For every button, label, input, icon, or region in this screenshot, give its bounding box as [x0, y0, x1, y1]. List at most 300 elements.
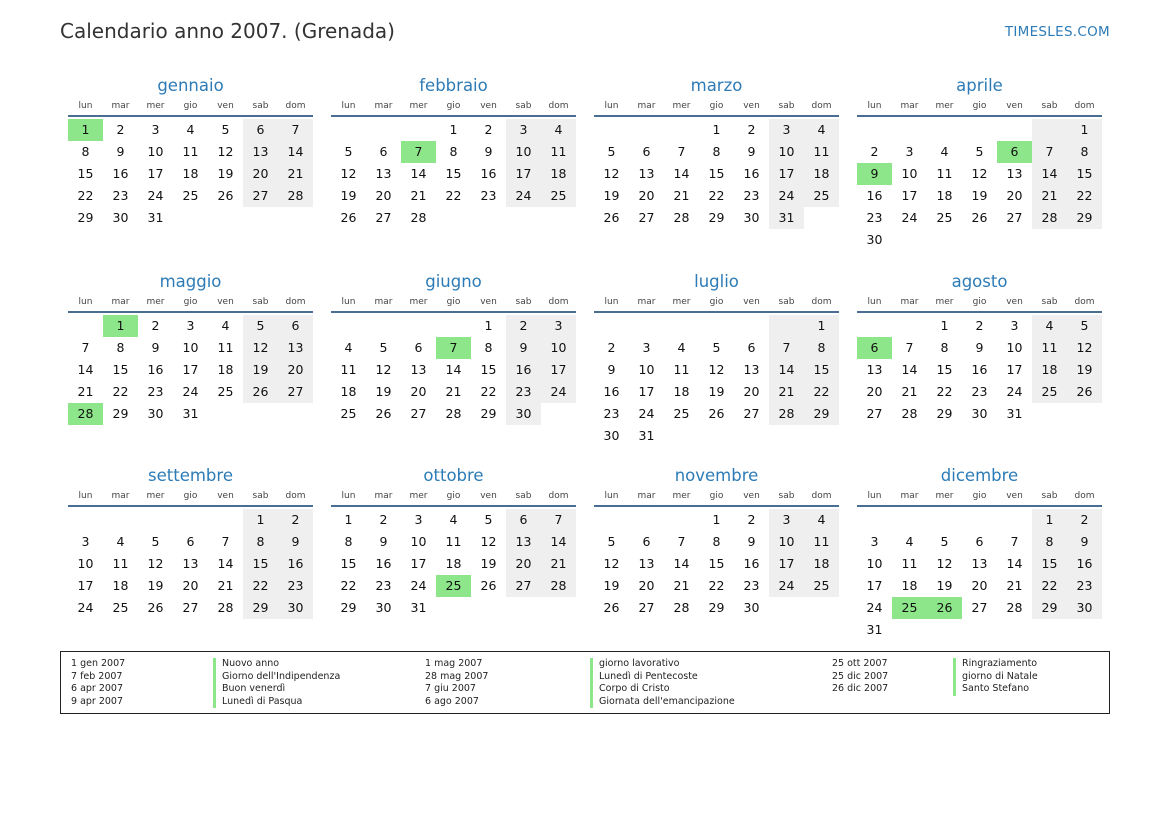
weekday-label: ven: [1006, 101, 1023, 111]
day-cell: 20: [638, 578, 655, 593]
weekday-label: sab: [1041, 297, 1058, 307]
empty-day-cell: [629, 315, 664, 337]
weekday-label: mer: [935, 491, 954, 501]
day-cell: 5: [484, 512, 493, 527]
month-calendar: [594, 466, 839, 662]
day-cell: 19: [603, 188, 620, 203]
day-cell: 9: [975, 340, 984, 355]
day-cell: 25: [217, 384, 234, 399]
day-cell: 19: [375, 384, 392, 399]
day-cell: 28: [445, 406, 462, 421]
day-cell: 27: [866, 406, 883, 421]
day-cell: 16: [866, 188, 883, 203]
day-cell: 26: [375, 406, 392, 421]
weekday-label: sab: [252, 491, 269, 501]
day-cell: 16: [112, 166, 129, 181]
holiday-legend: [60, 651, 1110, 714]
day-cell: 27: [410, 406, 427, 421]
day-cell: 21: [673, 188, 690, 203]
day-cell: 6: [186, 534, 195, 549]
day-cell: 10: [147, 144, 164, 159]
site-link[interactable]: TIMESLES.COM: [1004, 24, 1110, 40]
day-cell: 29: [243, 597, 278, 619]
day-cell: 31: [638, 428, 655, 443]
empty-day-cell: [629, 119, 664, 141]
day-cell: 30: [866, 232, 883, 247]
holiday-day-cell: 1: [103, 315, 138, 337]
day-cell: 25: [936, 210, 953, 225]
day-cell: 16: [1067, 553, 1102, 575]
day-cell: 11: [217, 340, 234, 355]
day-cell: 29: [480, 406, 497, 421]
day-cell: 2: [151, 318, 160, 333]
day-cell: 12: [603, 166, 620, 181]
day-cell: 10: [410, 534, 427, 549]
day-cell: 15: [445, 166, 462, 181]
empty-day-cell: [366, 119, 401, 141]
day-cell: 19: [936, 578, 953, 593]
day-cell: 9: [1067, 531, 1102, 553]
day-cell: 8: [712, 144, 721, 159]
day-cell: 27: [278, 381, 313, 403]
day-cell: 13: [182, 556, 199, 571]
day-cell: 11: [673, 362, 690, 377]
day-cell: 8: [116, 340, 125, 355]
holiday-day-cell: 9: [857, 163, 892, 185]
day-cell: 13: [866, 362, 883, 377]
day-cell: 3: [870, 534, 879, 549]
day-cell: 16: [480, 166, 497, 181]
day-cell: 3: [186, 318, 195, 333]
weekday-label: mer: [672, 491, 691, 501]
day-cell: 6: [747, 340, 756, 355]
day-cell: 22: [112, 384, 129, 399]
day-cell: 27: [971, 600, 988, 615]
day-cell: 27: [243, 185, 278, 207]
weekday-header: [68, 488, 313, 507]
day-cell: 30: [147, 406, 164, 421]
day-cell: 27: [638, 600, 655, 615]
month-name: giugno: [425, 272, 482, 291]
day-cell: 21: [901, 384, 918, 399]
day-cell: 29: [708, 210, 725, 225]
legend-dates-column: [425, 658, 488, 708]
day-cell: 9: [506, 337, 541, 359]
weekday-label: ven: [1006, 297, 1023, 307]
day-cell: 20: [1006, 188, 1023, 203]
day-cell: 17: [147, 166, 164, 181]
day-cell: 30: [743, 600, 760, 615]
day-cell: 5: [344, 144, 353, 159]
day-cell: 19: [603, 578, 620, 593]
weekday-label: dom: [811, 491, 832, 501]
day-cell: 10: [769, 531, 804, 553]
day-cell: 26: [971, 210, 988, 225]
day-cell: 6: [379, 144, 388, 159]
weekday-label: gio: [183, 491, 198, 501]
day-cell: 22: [340, 578, 357, 593]
day-cell: 15: [77, 166, 94, 181]
day-cell: 17: [77, 578, 94, 593]
day-cell: 24: [506, 185, 541, 207]
day-cell: 17: [769, 163, 804, 185]
day-cell: 5: [1067, 315, 1102, 337]
day-cell: 1: [243, 509, 278, 531]
day-cell: 12: [971, 166, 988, 181]
day-cell: 12: [603, 556, 620, 571]
day-cell: 18: [804, 553, 839, 575]
day-cell: 1: [940, 318, 949, 333]
month-name: gennaio: [157, 76, 224, 95]
day-cell: 5: [607, 144, 616, 159]
day-cell: 12: [708, 362, 725, 377]
day-cell: 9: [747, 144, 756, 159]
day-cell: 14: [1006, 556, 1023, 571]
weekday-label: mer: [146, 491, 165, 501]
day-cell: 21: [541, 553, 576, 575]
months-grid: [68, 76, 1102, 662]
month-calendar: [857, 76, 1102, 272]
weekday-label: mar: [900, 491, 919, 501]
day-cell: 9: [116, 144, 125, 159]
weekday-label: lun: [867, 297, 882, 307]
day-cell: 19: [243, 359, 278, 381]
day-cell: 13: [375, 166, 392, 181]
day-cell: 27: [375, 210, 392, 225]
day-cell: 25: [182, 188, 199, 203]
weekday-label: dom: [548, 297, 569, 307]
weekday-label: mar: [111, 297, 130, 307]
day-cell: 13: [506, 531, 541, 553]
day-cell: 2: [1067, 509, 1102, 531]
day-cell: 28: [541, 575, 576, 597]
weekday-label: sab: [778, 297, 795, 307]
day-cell: 22: [708, 188, 725, 203]
empty-day-cell: [664, 315, 699, 337]
day-cell: 12: [375, 362, 392, 377]
legend-names-column: [953, 658, 1038, 696]
day-cell: 4: [221, 318, 230, 333]
day-cell: 18: [445, 556, 462, 571]
weekday-label: lun: [78, 101, 93, 111]
day-cell: 17: [541, 359, 576, 381]
day-cell: 30: [112, 210, 129, 225]
day-cell: 8: [344, 534, 353, 549]
day-cell: 16: [971, 362, 988, 377]
empty-day-cell: [892, 509, 927, 531]
day-cell: 24: [769, 575, 804, 597]
weekday-header: [331, 98, 576, 117]
day-cell: 25: [1032, 381, 1067, 403]
day-cell: 21: [673, 578, 690, 593]
empty-day-cell: [1032, 119, 1067, 141]
day-cell: 10: [866, 556, 883, 571]
empty-day-cell: [962, 509, 997, 531]
day-cell: 5: [975, 144, 984, 159]
month-calendar: [68, 272, 313, 466]
weekday-label: mar: [374, 297, 393, 307]
day-cell: 23: [112, 188, 129, 203]
day-cell: 19: [217, 166, 234, 181]
day-cell: 25: [112, 600, 129, 615]
weekday-label: lun: [867, 101, 882, 111]
day-cell: 18: [112, 578, 129, 593]
day-cell: 7: [278, 119, 313, 141]
month-calendar: [857, 272, 1102, 466]
day-cell: 21: [410, 188, 427, 203]
day-cell: 22: [243, 575, 278, 597]
day-cell: 29: [77, 210, 94, 225]
empty-day-cell: [401, 119, 436, 141]
day-cell: 7: [905, 340, 914, 355]
month-calendar: [331, 76, 576, 272]
day-cell: 1: [1067, 119, 1102, 141]
legend-date: 6 ago 2007: [425, 695, 479, 707]
day-cell: 17: [769, 553, 804, 575]
day-cell: 31: [410, 600, 427, 615]
day-cell: 28: [217, 600, 234, 615]
day-cell: 17: [506, 163, 541, 185]
day-cell: 27: [638, 210, 655, 225]
day-cell: 15: [804, 359, 839, 381]
empty-day-cell: [173, 509, 208, 531]
day-cell: 2: [506, 315, 541, 337]
day-grid: [68, 117, 313, 229]
day-cell: 26: [340, 210, 357, 225]
day-cell: 16: [278, 553, 313, 575]
month-name: marzo: [690, 76, 743, 95]
day-cell: 6: [278, 315, 313, 337]
day-cell: 15: [480, 362, 497, 377]
day-cell: 2: [116, 122, 125, 137]
weekday-label: ven: [217, 297, 234, 307]
day-cell: 8: [449, 144, 458, 159]
day-cell: 25: [804, 185, 839, 207]
day-cell: 19: [480, 556, 497, 571]
day-cell: 23: [743, 188, 760, 203]
day-cell: 9: [747, 534, 756, 549]
day-cell: 10: [901, 166, 918, 181]
day-cell: 7: [81, 340, 90, 355]
empty-day-cell: [68, 509, 103, 531]
day-cell: 3: [506, 119, 541, 141]
day-cell: 14: [77, 362, 94, 377]
weekday-label: ven: [743, 101, 760, 111]
day-cell: 22: [77, 188, 94, 203]
day-cell: 3: [769, 119, 804, 141]
day-cell: 24: [866, 600, 883, 615]
weekday-label: mer: [935, 101, 954, 111]
day-cell: 24: [410, 578, 427, 593]
day-cell: 26: [217, 188, 234, 203]
weekday-label: mar: [111, 491, 130, 501]
month-calendar: [331, 272, 576, 466]
day-cell: 7: [221, 534, 230, 549]
day-cell: 22: [708, 578, 725, 593]
legend-date: 1 mag 2007: [425, 658, 483, 669]
day-cell: 19: [147, 578, 164, 593]
weekday-label: gio: [709, 491, 724, 501]
day-cell: 31: [866, 622, 883, 637]
day-cell: 12: [936, 556, 953, 571]
month-name: aprile: [956, 76, 1003, 95]
legend-names-column: [590, 658, 735, 708]
day-cell: 6: [642, 534, 651, 549]
empty-day-cell: [331, 119, 366, 141]
day-cell: 17: [866, 578, 883, 593]
day-cell: 22: [1067, 185, 1102, 207]
day-cell: 8: [712, 534, 721, 549]
day-cell: 12: [147, 556, 164, 571]
day-cell: 23: [971, 384, 988, 399]
day-cell: 7: [677, 534, 686, 549]
day-cell: 28: [278, 185, 313, 207]
weekday-label: mer: [935, 297, 954, 307]
weekday-label: dom: [285, 491, 306, 501]
day-cell: 3: [414, 512, 423, 527]
day-cell: 3: [81, 534, 90, 549]
day-cell: 18: [1032, 359, 1067, 381]
holiday-day-cell: 1: [68, 119, 103, 141]
day-grid: [857, 313, 1102, 425]
day-cell: 30: [603, 428, 620, 443]
weekday-label: mar: [374, 101, 393, 111]
legend-date: 1 gen 2007: [71, 658, 126, 669]
legend-holiday-name: Lunedì di Pentecoste: [590, 671, 735, 684]
day-grid: [331, 313, 576, 425]
day-cell: 10: [769, 141, 804, 163]
day-cell: 2: [379, 512, 388, 527]
day-cell: 2: [278, 509, 313, 531]
day-cell: 28: [769, 403, 804, 425]
day-cell: 14: [673, 556, 690, 571]
weekday-header: [331, 488, 576, 507]
weekday-label: dom: [811, 297, 832, 307]
day-cell: 29: [936, 406, 953, 421]
weekday-label: mar: [900, 101, 919, 111]
day-cell: 23: [480, 188, 497, 203]
day-cell: 18: [936, 188, 953, 203]
day-cell: 20: [743, 384, 760, 399]
holiday-day-cell: 28: [68, 403, 103, 425]
empty-day-cell: [699, 315, 734, 337]
weekday-label: lun: [78, 491, 93, 501]
day-cell: 3: [1010, 318, 1019, 333]
weekday-label: dom: [811, 101, 832, 111]
day-cell: 4: [541, 119, 576, 141]
day-cell: 25: [804, 575, 839, 597]
day-cell: 14: [901, 362, 918, 377]
month-name: luglio: [694, 272, 739, 291]
day-cell: 12: [480, 534, 497, 549]
weekday-label: ven: [480, 297, 497, 307]
legend-holiday-name: Corpo di Cristo: [590, 683, 735, 696]
day-cell: 18: [217, 362, 234, 377]
day-cell: 22: [445, 188, 462, 203]
day-cell: 14: [1032, 163, 1067, 185]
empty-day-cell: [664, 509, 699, 531]
legend-date: 7 feb 2007: [71, 670, 123, 682]
day-cell: 1: [712, 122, 721, 137]
day-cell: 8: [81, 144, 90, 159]
day-cell: 23: [866, 210, 883, 225]
day-cell: 29: [1032, 597, 1067, 619]
weekday-label: gio: [446, 297, 461, 307]
page-title: Calendario anno 2007. (Grenada): [60, 19, 395, 43]
weekday-label: mer: [672, 297, 691, 307]
day-cell: 26: [603, 210, 620, 225]
weekday-label: sab: [252, 297, 269, 307]
day-cell: 7: [541, 509, 576, 531]
weekday-label: gio: [709, 297, 724, 307]
day-cell: 16: [375, 556, 392, 571]
day-cell: 8: [484, 340, 493, 355]
day-cell: 9: [484, 144, 493, 159]
day-cell: 24: [901, 210, 918, 225]
day-cell: 5: [151, 534, 160, 549]
day-cell: 11: [340, 362, 357, 377]
day-cell: 5: [243, 315, 278, 337]
day-cell: 10: [541, 337, 576, 359]
month-name: dicembre: [940, 466, 1019, 485]
day-cell: 16: [147, 362, 164, 377]
day-cell: 30: [375, 600, 392, 615]
weekday-label: lun: [341, 101, 356, 111]
legend-date: 9 apr 2007: [71, 695, 124, 707]
day-cell: 19: [971, 188, 988, 203]
day-cell: 26: [480, 578, 497, 593]
legend-holiday-name: giorno lavorativo: [590, 658, 735, 671]
day-cell: 21: [769, 381, 804, 403]
day-cell: 18: [804, 163, 839, 185]
day-cell: 13: [243, 141, 278, 163]
day-cell: 19: [1067, 359, 1102, 381]
day-cell: 20: [971, 578, 988, 593]
day-cell: 14: [673, 166, 690, 181]
day-cell: 11: [445, 534, 462, 549]
weekday-label: sab: [1041, 491, 1058, 501]
weekday-label: gio: [183, 297, 198, 307]
month-name: maggio: [159, 272, 222, 291]
legend-dates-column: [832, 658, 888, 696]
weekday-label: ven: [217, 491, 234, 501]
day-cell: 15: [936, 362, 953, 377]
empty-day-cell: [594, 509, 629, 531]
day-cell: 12: [1067, 337, 1102, 359]
month-name: agosto: [951, 272, 1008, 291]
empty-day-cell: [208, 509, 243, 531]
holiday-day-cell: 26: [927, 597, 962, 619]
day-cell: 8: [1032, 531, 1067, 553]
day-cell: 25: [673, 406, 690, 421]
day-cell: 11: [541, 141, 576, 163]
day-cell: 1: [712, 512, 721, 527]
holiday-day-cell: 25: [436, 575, 471, 597]
day-cell: 22: [480, 384, 497, 399]
day-cell: 31: [1006, 406, 1023, 421]
day-cell: 23: [375, 578, 392, 593]
day-cell: 7: [769, 337, 804, 359]
day-cell: 9: [607, 362, 616, 377]
day-cell: 21: [445, 384, 462, 399]
day-cell: 27: [506, 575, 541, 597]
weekday-label: mer: [409, 491, 428, 501]
day-cell: 13: [638, 166, 655, 181]
legend-holiday-name: Giorno dell'Indipendenza: [213, 671, 340, 684]
day-cell: 14: [410, 166, 427, 181]
day-cell: 6: [506, 509, 541, 531]
weekday-label: mar: [900, 297, 919, 307]
